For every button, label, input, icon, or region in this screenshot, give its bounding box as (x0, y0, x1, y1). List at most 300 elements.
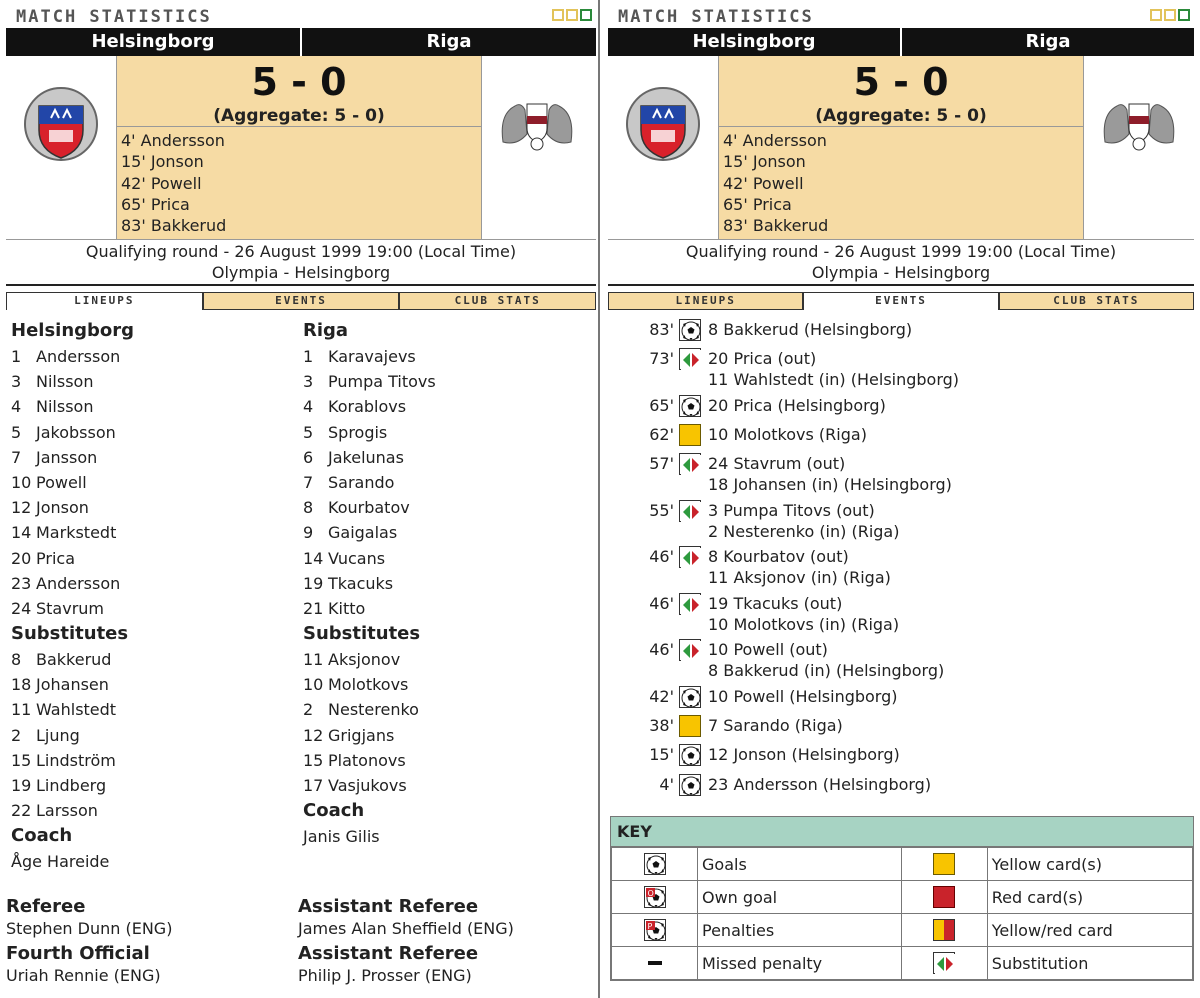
substitute-row (11, 748, 298, 773)
svg-text:P: P (647, 922, 652, 931)
event-row (608, 545, 1194, 592)
event-minute: 46' (649, 593, 674, 613)
player-name: Prica (36, 548, 75, 568)
event-line: 10 Molotkovs (Riga) (708, 425, 867, 445)
home-lineup (6, 318, 298, 875)
goal-item: 42' Powell (723, 173, 804, 193)
event-line: 10 Powell (Helsingborg) (708, 686, 898, 706)
assistant-referee-name: Philip J. Prosser (ENG) (298, 966, 472, 985)
event-text (704, 743, 900, 765)
player-name: Andersson (36, 347, 121, 366)
event-icon-cell (676, 714, 704, 737)
event-line: 8 Bakkerud (Helsingborg) (708, 320, 913, 339)
player-number: 10 (303, 675, 324, 695)
away-lineup (298, 318, 590, 875)
tab-bar (6, 292, 596, 310)
event-row (608, 685, 1194, 714)
away-subs-title: Substitutes (303, 623, 421, 645)
aggregate-score: (Aggregate: 5 - 0) (815, 106, 987, 126)
key-icon-cell (612, 947, 698, 980)
player-number: 18 (11, 675, 32, 695)
goal-list (117, 126, 481, 239)
event-line: 18 Johansen (in) (Helsingborg) (708, 475, 952, 495)
substitute-row (303, 748, 590, 773)
player-name: Karavajevs (328, 347, 416, 366)
event-minute: 62' (649, 425, 674, 445)
panel-title: MATCH STATISTICS (618, 7, 814, 27)
player-number: 22 (11, 801, 32, 821)
lineup-columns (6, 318, 596, 875)
control-box-icon[interactable] (580, 9, 592, 21)
lineups-panel (6, 0, 596, 998)
substitute-row (303, 672, 590, 697)
player-number: 11 (11, 700, 32, 720)
event-text (704, 423, 867, 445)
goal-icon (679, 686, 701, 708)
window-controls (552, 9, 592, 21)
player-number: 8 (11, 650, 22, 670)
event-line: 12 Jonson (Helsingborg) (708, 745, 900, 765)
player-name: Jakelunas (328, 447, 404, 467)
event-line: 11 Wahlstedt (in) (Helsingborg) (708, 370, 960, 390)
score-area (608, 56, 1194, 240)
event-text (704, 685, 898, 707)
home-coach-title: Coach (11, 825, 73, 847)
event-text (704, 773, 931, 795)
missed-penalty-icon (644, 952, 666, 974)
lineup-row (11, 369, 298, 394)
round-info: Qualifying round - 26 August 1999 19:00 (Local Time) (685, 242, 1117, 261)
lineup-row (11, 420, 298, 445)
lineup-row (11, 520, 298, 545)
home-team-name: Helsingborg (6, 28, 302, 56)
key-icon-cell (901, 947, 987, 980)
event-text (704, 394, 886, 416)
player-number: 4 (11, 397, 22, 417)
player-name: Kourbatov (328, 498, 410, 518)
event-text (704, 714, 843, 736)
event-line: 3 Pumpa Titovs (out) (708, 500, 875, 520)
lineup-row (11, 394, 298, 419)
control-box-icon[interactable] (1150, 9, 1162, 21)
event-text (704, 638, 944, 681)
key-title: KEY (611, 817, 1193, 847)
event-row (608, 499, 1194, 546)
lineup-row (303, 394, 590, 419)
key-row (612, 914, 1193, 947)
own-goal-icon (644, 886, 666, 908)
player-number: 24 (11, 598, 32, 618)
lineup-row (11, 596, 298, 621)
event-line: 24 Stavrum (out) (708, 454, 846, 474)
events-panel (608, 0, 1194, 998)
home-lineup-title: Helsingborg (11, 320, 135, 341)
player-name: Markstedt (36, 523, 117, 543)
yellow-card-icon (933, 853, 955, 875)
player-number: 7 (303, 472, 314, 492)
player-name: Johansen (36, 675, 109, 695)
goal-list (719, 126, 1083, 239)
player-number: 12 (303, 725, 324, 745)
player-name: Jakobsson (36, 422, 116, 442)
event-row (608, 318, 1194, 347)
away-coach-name: Janis Gilis (303, 827, 380, 847)
event-minute: 57' (649, 454, 674, 474)
substitute-row (303, 723, 590, 748)
fourth-official-label: Fourth Official (6, 943, 150, 964)
event-icon-cell (676, 423, 704, 446)
key-label: Penalties (698, 914, 902, 947)
goal-icon (679, 319, 701, 341)
event-text (704, 318, 912, 340)
player-number: 7 (11, 447, 22, 467)
home-coach-name: Åge Hareide (11, 852, 110, 872)
tab-club-stats[interactable]: CLUB STATS (999, 292, 1194, 310)
key-label: Yellow card(s) (987, 848, 1192, 881)
substitute-row (303, 773, 590, 798)
player-name: Andersson (36, 573, 121, 593)
goal-item: 4' Andersson (723, 131, 827, 150)
substitution-icon (933, 952, 955, 974)
score-area (6, 56, 596, 240)
event-text (704, 347, 959, 390)
key-row (612, 848, 1193, 881)
player-name: Nilsson (36, 372, 94, 392)
key-row (612, 947, 1193, 980)
lineup-row (303, 445, 590, 470)
event-row (608, 592, 1194, 639)
key-label: Red card(s) (987, 881, 1192, 914)
lineup-row (11, 571, 298, 596)
home-crest (6, 56, 116, 239)
player-name: Nesterenko (328, 700, 419, 720)
event-icon-cell (676, 773, 704, 796)
tab-club-stats[interactable]: CLUB STATS (399, 292, 596, 310)
goal-icon (644, 853, 666, 875)
key-icon-cell (612, 881, 698, 914)
lineup-row (303, 369, 590, 394)
match-info (6, 240, 596, 286)
key-icon-cell (901, 881, 987, 914)
tab-bar (608, 292, 1194, 310)
home-subs-title: Substitutes (11, 623, 129, 645)
event-icon-cell (676, 452, 704, 475)
match-info (608, 240, 1194, 286)
panel-header (608, 0, 1194, 28)
round-info: Qualifying round - 26 August 1999 19:00 (Local Time) (85, 242, 517, 261)
event-row (608, 743, 1194, 772)
event-icon-cell (676, 638, 704, 661)
red-card-icon (933, 886, 955, 908)
event-text (704, 499, 899, 542)
player-number: 10 (11, 472, 32, 492)
event-icon-cell (676, 592, 704, 615)
assistant-referee-name: James Alan Sheffield (ENG) (298, 919, 514, 938)
goal-item: 83' Bakkerud (121, 216, 227, 236)
lineup-row (303, 546, 590, 571)
event-minute: 4' (659, 774, 674, 794)
event-row (608, 452, 1194, 499)
player-name: Stavrum (36, 598, 105, 618)
helsingborg-crest-icon (623, 84, 703, 164)
player-number: 15 (303, 750, 324, 770)
event-row (608, 773, 1194, 802)
goal-item: 65' Prica (121, 194, 190, 214)
event-line: 2 Nesterenko (in) (Riga) (708, 521, 900, 541)
svg-text:O: O (647, 889, 654, 898)
player-number: 1 (303, 347, 314, 366)
home-crest (608, 56, 718, 239)
goal-item: 42' Powell (121, 173, 202, 193)
event-icon-cell (676, 347, 704, 370)
score-box (718, 56, 1084, 239)
event-minute: 38' (649, 716, 674, 736)
player-number: 15 (11, 750, 32, 770)
final-score: 5 - 0 (251, 60, 347, 104)
event-icon-cell (676, 318, 704, 341)
player-number: 19 (303, 573, 324, 593)
key-legend (610, 816, 1194, 981)
event-row (608, 423, 1194, 452)
key-label: Goals (698, 848, 902, 881)
lineup-row (303, 420, 590, 445)
window-controls (1150, 9, 1190, 21)
player-number: 12 (11, 498, 32, 518)
officials (6, 896, 596, 990)
event-icon-cell (676, 499, 704, 522)
event-row (608, 394, 1194, 423)
event-line: 11 Aksjonov (in) (Riga) (708, 568, 891, 588)
score-box (116, 56, 482, 239)
away-coach-title: Coach (303, 800, 365, 822)
lineup-row (303, 495, 590, 520)
substitute-row (11, 647, 298, 672)
event-minute: 83' (649, 320, 674, 339)
yellow-card-icon (679, 424, 701, 446)
player-number: 20 (11, 548, 32, 568)
key-label: Substitution (987, 947, 1192, 980)
control-box-icon[interactable] (1164, 9, 1176, 21)
substitute-row (11, 723, 298, 748)
player-number: 23 (11, 573, 32, 593)
team-bar (6, 28, 596, 56)
player-name: Vasjukovs (328, 776, 407, 795)
event-line: 19 Tkacuks (out) (708, 593, 843, 613)
event-text (704, 452, 952, 495)
player-number: 9 (303, 523, 314, 543)
goal-icon (679, 744, 701, 766)
event-minute: 15' (649, 745, 674, 765)
penalty-icon (644, 919, 666, 941)
home-team-name: Helsingborg (608, 28, 902, 56)
tab-lineups[interactable]: LINEUPS (608, 292, 803, 310)
player-name: Jansson (36, 447, 98, 467)
away-crest (482, 56, 592, 239)
substitution-icon (679, 546, 701, 568)
assistant-referee-label: Assistant Referee (298, 943, 479, 964)
referee-label: Referee (6, 896, 86, 917)
player-number: 21 (303, 598, 324, 618)
away-team-name: Riga (426, 31, 472, 52)
substitution-icon (679, 348, 701, 370)
player-name: Kitto (328, 598, 366, 618)
player-name: Vucans (328, 548, 386, 568)
panel-header (6, 0, 596, 28)
player-name: Tkacuks (328, 573, 394, 593)
player-name: Molotkovs (328, 675, 409, 695)
event-minute: 42' (649, 686, 674, 706)
goal-icon (679, 395, 701, 417)
event-text (704, 545, 891, 588)
riga-crest-icon (1097, 94, 1181, 154)
event-icon-cell (676, 685, 704, 708)
substitution-icon (679, 453, 701, 475)
lineup-row (303, 596, 590, 621)
riga-crest-icon (495, 94, 579, 154)
player-number: 6 (303, 447, 314, 467)
player-number: 5 (11, 422, 22, 442)
substitution-icon (679, 639, 701, 661)
player-number: 17 (303, 776, 324, 795)
event-text (704, 592, 899, 635)
player-name: Wahlstedt (36, 700, 117, 720)
control-box-icon[interactable] (566, 9, 578, 21)
player-name: Lindberg (36, 776, 107, 795)
player-name: Korablovs (328, 397, 407, 417)
venue: Olympia - Helsingborg (211, 263, 391, 282)
away-crest (1084, 56, 1194, 239)
goal-item: 15' Jonson (121, 152, 204, 172)
substitution-icon (679, 500, 701, 522)
player-number: 1 (11, 347, 22, 366)
key-row (612, 881, 1193, 914)
event-line: 10 Molotkovs (in) (Riga) (708, 614, 900, 634)
goal-item: 4' Andersson (121, 131, 225, 150)
player-number: 11 (303, 650, 324, 670)
player-name: Powell (36, 472, 87, 492)
player-name: Sarando (328, 472, 395, 492)
lineup-row (11, 445, 298, 470)
player-name: Pumpa Titovs (328, 372, 436, 392)
player-number: 5 (303, 422, 314, 442)
goal-item: 65' Prica (723, 194, 792, 214)
player-name: Sprogis (328, 422, 388, 442)
player-name: Gaigalas (328, 523, 398, 543)
control-box-icon[interactable] (1178, 9, 1190, 21)
player-number: 8 (303, 498, 314, 518)
lineup-row (303, 571, 590, 596)
aggregate-score: (Aggregate: 5 - 0) (213, 106, 385, 126)
venue: Olympia - Helsingborg (811, 263, 991, 282)
lineup-row (11, 344, 298, 369)
player-name: Ljung (36, 725, 80, 745)
substitute-row (303, 647, 590, 672)
event-line: 20 Prica (out) (708, 349, 817, 369)
goal-item: 15' Jonson (723, 152, 806, 172)
key-icon-cell (612, 914, 698, 947)
player-number: 14 (303, 548, 324, 568)
tab-events[interactable]: EVENTS (203, 292, 400, 310)
player-number: 2 (11, 725, 22, 745)
substitution-icon (679, 593, 701, 615)
event-minute: 46' (649, 640, 674, 660)
lineup-row (303, 470, 590, 495)
key-icon-cell (901, 848, 987, 881)
player-number: 3 (11, 372, 22, 392)
event-icon-cell (676, 545, 704, 568)
event-minute: 55' (649, 500, 674, 520)
event-row (608, 714, 1194, 743)
event-line: 8 Kourbatov (out) (708, 547, 849, 567)
goal-icon (679, 774, 701, 796)
substitute-row (11, 773, 298, 798)
event-row (608, 347, 1194, 394)
player-name: Nilsson (36, 397, 94, 417)
final-score: 5 - 0 (853, 60, 949, 104)
key-label: Own goal (698, 881, 902, 914)
event-line: 8 Bakkerud (in) (Helsingborg) (708, 661, 945, 681)
fourth-official-name: Uriah Rennie (ENG) (6, 966, 161, 985)
key-icon-cell (901, 914, 987, 947)
event-minute: 65' (649, 395, 674, 415)
player-name: Lindström (36, 750, 116, 770)
lineup-row (11, 495, 298, 520)
panel-divider (598, 0, 600, 998)
event-icon-cell (676, 394, 704, 417)
away-lineup-title: Riga (303, 320, 349, 341)
tab-lineups[interactable]: LINEUPS (6, 292, 203, 310)
player-number: 3 (303, 372, 314, 392)
player-number: 19 (11, 776, 32, 795)
goal-item: 83' Bakkerud (723, 216, 829, 236)
key-label: Yellow/red card (987, 914, 1192, 947)
event-line: 20 Prica (Helsingborg) (708, 395, 886, 415)
event-minute: 46' (649, 547, 674, 567)
tab-events[interactable]: EVENTS (803, 292, 998, 310)
event-line: 10 Powell (out) (708, 640, 828, 660)
assistant-referee-label: Assistant Referee (298, 896, 479, 917)
events-list (608, 318, 1194, 802)
lineup-row (11, 470, 298, 495)
event-line: 7 Sarando (Riga) (708, 716, 843, 736)
player-name: Aksjonov (328, 650, 401, 670)
lineup-row (303, 344, 590, 369)
lineup-row (303, 520, 590, 545)
player-name: Jonson (36, 498, 89, 518)
player-name: Larsson (36, 801, 98, 821)
player-name: Grigjans (328, 725, 395, 745)
key-icon-cell (612, 848, 698, 881)
key-table (611, 847, 1193, 980)
substitute-row (303, 697, 590, 722)
referee-name: Stephen Dunn (ENG) (6, 919, 173, 938)
player-number: 4 (303, 397, 314, 417)
substitute-row (11, 798, 298, 823)
player-name: Platonovs (328, 750, 406, 770)
player-number: 2 (303, 700, 314, 720)
player-number: 14 (11, 523, 32, 543)
team-bar (608, 28, 1194, 56)
key-label: Missed penalty (698, 947, 902, 980)
panel-title: MATCH STATISTICS (16, 7, 212, 27)
yellow-red-card-icon (933, 919, 955, 941)
substitute-row (11, 697, 298, 722)
event-row (608, 638, 1194, 685)
event-line: 23 Andersson (Helsingborg) (708, 774, 932, 794)
control-box-icon[interactable] (552, 9, 564, 21)
helsingborg-crest-icon (21, 84, 101, 164)
player-name: Bakkerud (36, 650, 112, 670)
